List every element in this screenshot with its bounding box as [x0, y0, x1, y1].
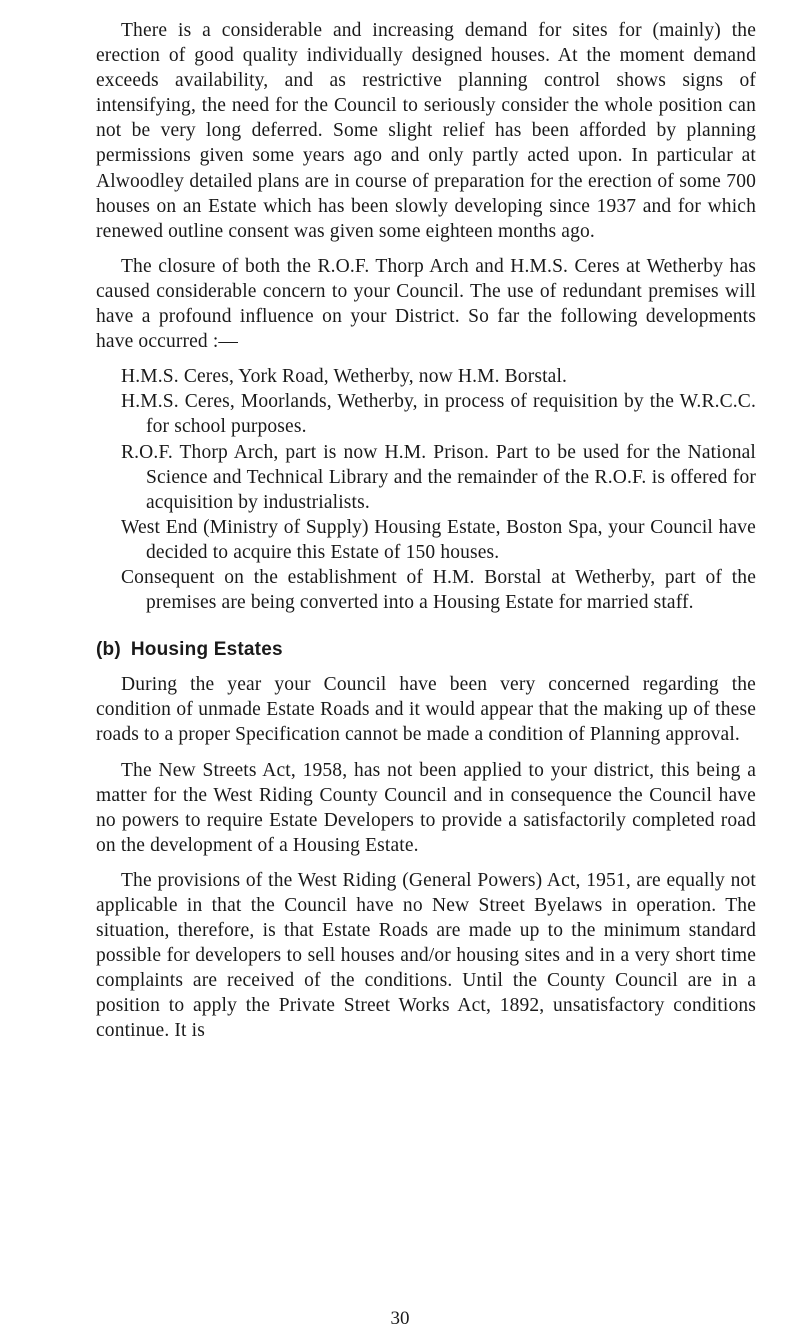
developments-list [96, 364, 756, 615]
paragraph-closures: The closure of both the R.O.F. Thorp Arch and H.M.S. Ceres at Wetherby has caused considerable concern to your Council. The use of redundant premises will have a profound influence on your District. So far the following developments have occurred :— [96, 255, 756, 353]
list-item: H.M.S. Ceres, Moorlands, Wetherby, in process of requisition by the W.R.C.C. for school purposes. [121, 391, 756, 438]
paragraph-new-streets-act: The New Streets Act, 1958, has not been applied to your district, this being a matter for the West Riding County Council and in consequence the Council have no powers to require Estate Developers to provide a satisfactorily completed road on the development of a Housing Estate. [96, 759, 756, 856]
section-heading [96, 637, 756, 662]
list-item: West End (Ministry of Supply) Housing Estate, Boston Spa, your Council have decided to acquire this Estate of 150 houses. [121, 516, 756, 563]
document-page [96, 18, 756, 1054]
section-title: Housing Estates [130, 639, 283, 661]
paragraph-unmade-roads: During the year your Council have been very concerned regarding the condition of unmade Estate Roads and it would appear that the making up of these roads to a proper Specification cannot be made a condition of Planning approval. [96, 674, 756, 746]
page-number: 30 [390, 1308, 410, 1329]
section-label: (b) [96, 639, 121, 661]
paragraph-general-powers-act: The provisions of the West Riding (General Powers) Act, 1951, are equally not applicable in that the Council have no New Street Byelaws in operation. The situation, therefore, is that Estate Roads are made up to the minimum standard possible for developers to sell houses and/or housing sites and in a very short time complaints are received of the conditions. Until the County Council are in a position to apply the Private Street Works Act, 1892, unsatisfactory conditions continue. It is [96, 869, 756, 1042]
list-item: R.O.F. Thorp Arch, part is now H.M. Prison. Part to be used for the National Science and Technical Library and the remainder of the R.O.F. is offered for acquisition by industrialists. [121, 441, 756, 513]
list-item: H.M.S. Ceres, York Road, Wetherby, now H.M. Borstal. [121, 366, 568, 388]
list-item: Consequent on the establishment of H.M. Borstal at Wetherby, part of the premises are being converted into a Housing Estate for married staff. [121, 566, 756, 614]
paragraph-housing-demand: There is a considerable and increasing demand for sites for (mainly) the erection of good quality individually designed houses. At the moment demand exceeds availability, and as restrictive planning control shows signs of intensifying, the need for the Council to seriously consider the whole position can not be very long deferred. Some slight relief has been afforded by planning permissions given some years ago and only partly acted upon. In particular at Alwoodley detailed plans are in course of preparation for the erection of some 700 houses on an Estate which has been slowly developing since 1937 and for which renewed outline consent was given some eighteen months ago. [96, 20, 756, 242]
